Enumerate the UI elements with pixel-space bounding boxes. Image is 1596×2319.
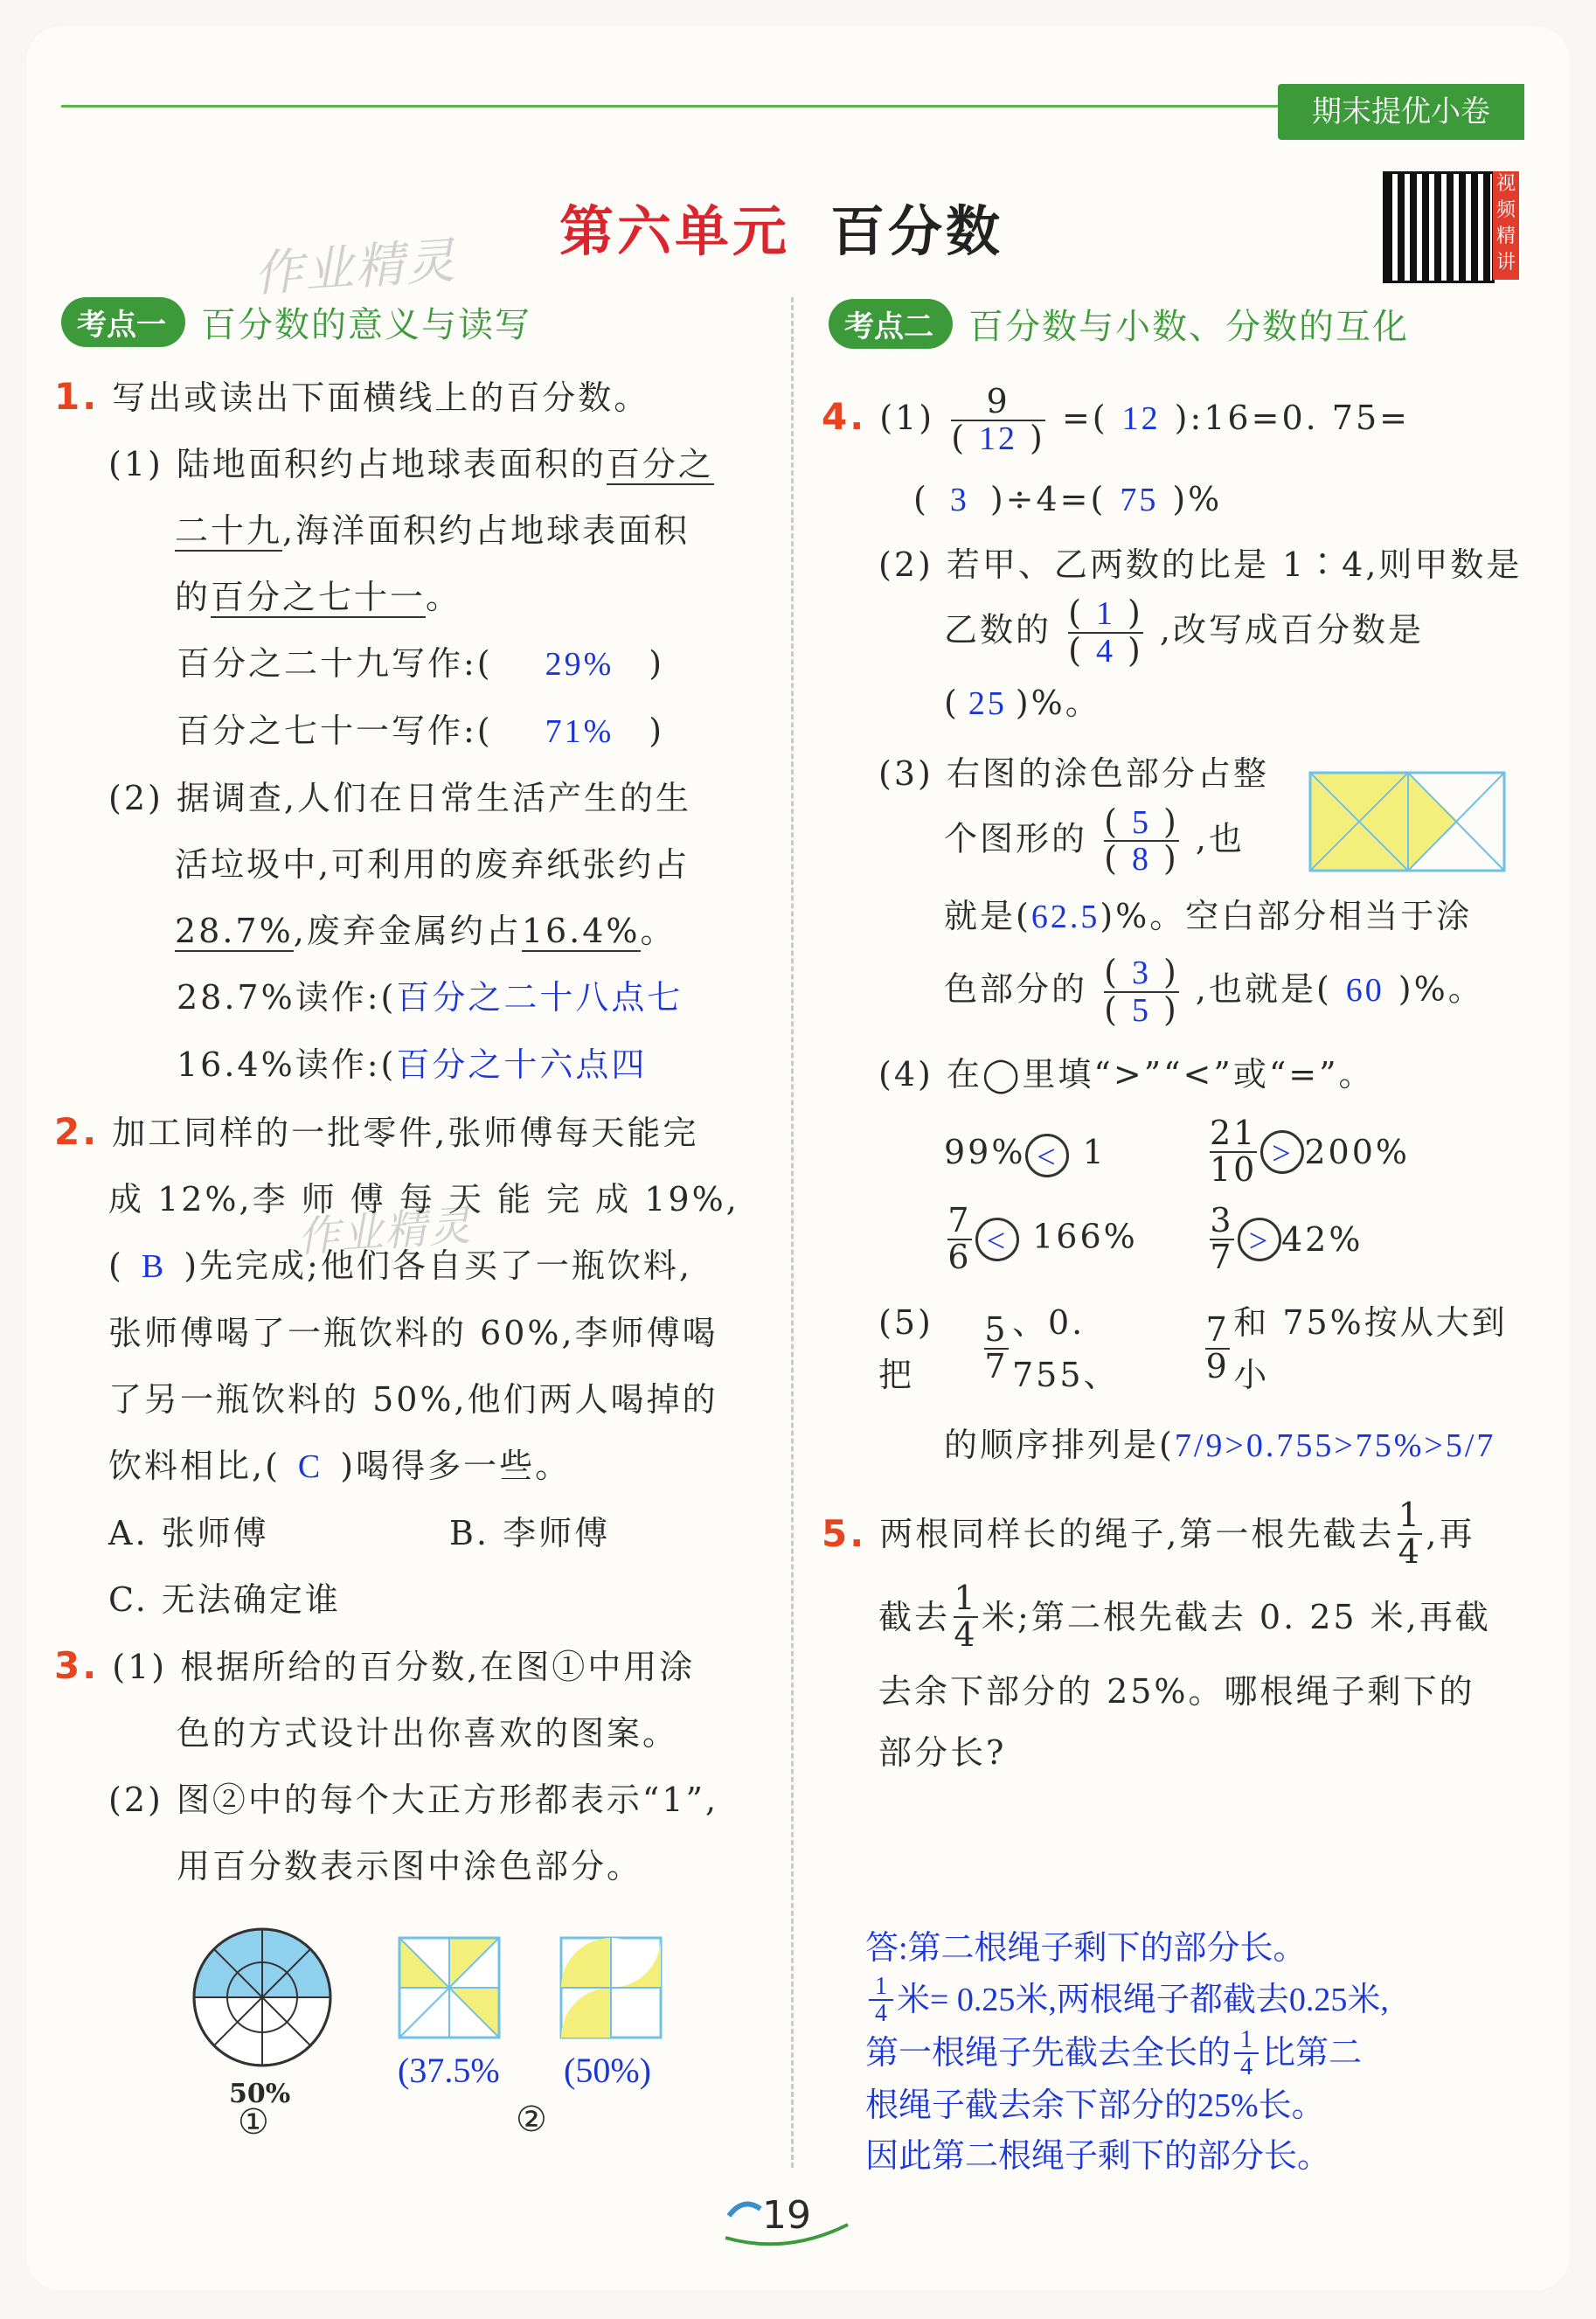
right-column — [822, 382, 1538, 1779]
q5-line-2b: 米;第二根先截去 0. 25 米,再截 — [982, 1598, 1491, 1637]
q4-number: 4. — [822, 394, 867, 438]
q5-line-1: 两根同样长的绳子,第一根先截去 — [879, 1514, 1395, 1553]
q4-p1-pct: )% — [1172, 479, 1223, 518]
q5-answer-3a: 第一根绳子先截去全长的 — [865, 2035, 1232, 2073]
q1-underline-4: 28.7% — [175, 912, 294, 950]
kaodian-1-badge: 考点一 — [61, 297, 185, 347]
q4-f3-num: 5 — [1131, 803, 1151, 841]
q4-part5 — [822, 1296, 1538, 1401]
q5-answer-block — [865, 1923, 1389, 2182]
compare-4-num: 3 — [1210, 1200, 1234, 1239]
q5-line-4: 部分长? — [878, 1733, 1007, 1773]
kaodian-2 — [829, 299, 1409, 348]
q1-p1-text3: 的 — [175, 578, 212, 616]
q4-answer-1: 12 — [1121, 399, 1161, 437]
q1-close: ) — [649, 644, 665, 683]
q4-part1-line2 — [822, 473, 1538, 526]
q1-write-1 — [54, 630, 762, 698]
q5-f2-num: 1 — [954, 1579, 978, 1618]
figure-2a-square[interactable] — [398, 1936, 501, 2039]
q4-part2-line3 — [822, 677, 1538, 730]
q5-fraction-2 — [954, 1581, 978, 1653]
q5 — [822, 1495, 1538, 1571]
q4-part3-line4 — [822, 955, 1538, 1029]
q3-number: 3. — [54, 1644, 100, 1687]
q5-answer-4: 根绳子截去余下部分的25%长。 — [865, 2086, 1325, 2124]
q1-p1-end: 。 — [426, 578, 462, 616]
kaodian-1-text: 百分数的意义与读写 — [201, 304, 531, 345]
compare-4-fraction — [1210, 1200, 1234, 1276]
q4-p1-text: ):16=0. 75= — [1174, 398, 1410, 437]
q4-p2-line1: (2) 若甲、乙两数的比是 1∶4,则甲数是 — [878, 545, 1523, 584]
q4-p3-text: 个图形的 — [944, 818, 1088, 857]
q3 — [54, 1633, 762, 1899]
q4-f2-den: 4 — [1095, 632, 1115, 670]
q2-line-1: 加工同样的一批零件,张师傅每天能完 — [112, 1114, 699, 1152]
q4-f4-den: 5 — [1131, 992, 1151, 1030]
q4-rectangle-figure[interactable] — [1307, 769, 1508, 874]
q4-compare-row2 — [822, 1200, 1538, 1276]
q2-option-b: B. 李师傅 — [449, 1514, 611, 1552]
q1-answer-4: 百分之十六点四 — [396, 1047, 648, 1084]
q1-underline-2: 二十九 — [175, 511, 283, 550]
kaodian-2-text: 百分数与小数、分数的互化 — [968, 306, 1409, 347]
q4-p5-text2: 、0. 755、 — [1011, 1302, 1120, 1394]
compare-1-circle[interactable]: < — [1025, 1134, 1069, 1177]
q5-ans-f-num: 1 — [875, 1973, 887, 2000]
q4-compare-row1 — [822, 1116, 1538, 1188]
q4-f6-num: 7 — [1205, 1309, 1230, 1349]
q3-line-1: (1) 根据所给的百分数,在图①中用涂 — [112, 1648, 696, 1686]
q2-option-c: C. 无法确定谁 — [108, 1580, 341, 1619]
q4-p4-text: (4) 在◯里填“>”“<”或“=”。 — [878, 1055, 1375, 1094]
q5-f2-den: 4 — [954, 1615, 978, 1655]
q1-text: 写出或读出下面横线上的百分数。 — [112, 378, 650, 417]
compare-3-den: 6 — [947, 1237, 972, 1276]
figure-2b-answer: (50%) — [564, 2051, 651, 2090]
q4-f5-num: 5 — [984, 1309, 1009, 1349]
compare-4-right: 42% — [1281, 1219, 1364, 1259]
q1-close: ) — [649, 712, 665, 750]
q4-fraction-2: $\frac{( 1 )}{( 4 )}$ — [1068, 593, 1143, 670]
compare-3-circle[interactable]: < — [975, 1218, 1019, 1261]
page-title — [559, 188, 1003, 266]
q1-read-1-label: 28.7%读作:( — [177, 978, 397, 1017]
compare-3-fraction — [947, 1200, 972, 1276]
q4-fraction-5 — [984, 1309, 1009, 1385]
kaodian-1 — [61, 297, 531, 346]
q1-part2 — [54, 765, 762, 964]
q4-part5-line2 — [822, 1419, 1538, 1472]
q5-f-num: 1 — [1398, 1495, 1422, 1534]
q5-line4 — [822, 1726, 1538, 1779]
q1-underline-5: 16.4% — [521, 912, 641, 950]
q3-line-3: (2) 图②中的每个大正方形都表示“1”, — [108, 1781, 719, 1819]
q5-answer-fraction-2 — [1234, 2027, 1259, 2080]
q4-p3-line1: (3) 右图的涂色部分占整 — [878, 753, 1269, 793]
q4-p1-text2: )÷4=( — [989, 479, 1107, 518]
q1-stem — [54, 364, 762, 431]
q3-line-4: 用百分数表示图中涂色部分。 — [177, 1847, 643, 1885]
compare-2-circle[interactable]: > — [1260, 1130, 1304, 1174]
q4-paren2: ( — [944, 683, 960, 722]
q4-fraction-1: $\frac{9}{( 12 )}$ — [951, 382, 1045, 457]
q1-part1 — [54, 431, 762, 630]
q1-p2-text1: (2) 据调查,人们在日常生活产生的生 — [108, 779, 691, 817]
q1-p1-text2: ,海洋面积约占地球表面积 — [282, 511, 690, 550]
q5-answer-2: 米= 0.25米,两根绳子都截去0.25米, — [897, 1982, 1389, 2019]
q4-f3-den: 8 — [1131, 841, 1151, 878]
q1-p2-text3: ,废弃金属约占 — [293, 912, 522, 950]
compare-2-den: 10 — [1210, 1150, 1258, 1190]
q4-p2-end: )%。 — [1015, 683, 1101, 722]
q4-answer-6: 60 — [1345, 971, 1384, 1009]
compare-4-den: 7 — [1210, 1237, 1234, 1276]
q4-p5-text3: 和 75%按从大到小 — [1233, 1302, 1508, 1394]
q1-read-2-label: 16.4%读作:( — [177, 1045, 397, 1084]
q5-ans-f-den: 4 — [875, 2000, 887, 2028]
q4-f1-den: 12 — [979, 420, 1018, 457]
q4-p3-end: )%。 — [1398, 969, 1484, 1009]
q4-p3-text2: ,也 — [1195, 818, 1245, 857]
q4-part3-line3 — [822, 890, 1538, 943]
figure-2-number: ② — [516, 2100, 547, 2140]
q5-line3 — [822, 1665, 1538, 1718]
header-tag: 期末提优小卷 — [1278, 84, 1524, 140]
q4-p3-text4: )%。空白部分相当于涂 — [1100, 897, 1473, 936]
compare-1-right: 1 — [1082, 1133, 1107, 1172]
q5-line-2a: 截去 — [878, 1598, 951, 1637]
q4-answer-3: 75 — [1120, 481, 1159, 518]
q1-p2-end: 。 — [640, 912, 677, 950]
q1-read-2 — [54, 1031, 762, 1099]
q4-fraction-3: $\frac{( 5 )}{( 8 )}$ — [1104, 802, 1179, 878]
compare-1-left: 99% — [944, 1133, 1026, 1172]
q1-write-2 — [54, 698, 762, 765]
q5-answer-5: 因此第二根绳子剩下的部分长。 — [865, 2137, 1331, 2175]
unit-label: 第六单元 — [559, 199, 791, 263]
q5-answer-3b: 比第二 — [1262, 2035, 1363, 2073]
q1-write-2-label: 百分之七十一写作:( — [177, 712, 493, 750]
figure-2a-answer: (37.5% — [398, 2051, 500, 2090]
q1-underline-3: 百分之七十一 — [211, 578, 427, 616]
q1-answer-2: 71% — [545, 713, 614, 750]
q4-part2 — [822, 538, 1538, 591]
q2-option-a: A. 张师傅 — [108, 1514, 269, 1552]
compare-4-circle[interactable]: > — [1238, 1218, 1281, 1261]
q2-line-3: )先完成;他们各自买了一瓶饮料, — [184, 1246, 692, 1285]
topic-label: 百分数 — [830, 199, 1004, 263]
q2-answer-2: C — [297, 1448, 323, 1485]
q4-f4-num: 3 — [1131, 955, 1151, 992]
q4-part1 — [822, 382, 1538, 457]
q4-part4 — [822, 1048, 1538, 1100]
q2 — [54, 1099, 762, 1633]
q3-line-2: 色的方式设计出你喜欢的图案。 — [177, 1714, 679, 1753]
column-divider — [791, 297, 794, 2168]
q4-p1-label: (1) — [879, 398, 935, 437]
q1-answer-3: 百分之二十八点七 — [396, 980, 684, 1017]
q5-line2 — [822, 1581, 1538, 1653]
q1-answer-1: 29% — [545, 646, 614, 683]
compare-2-num: 21 — [1210, 1114, 1258, 1153]
q5-ans-f2-num: 1 — [1240, 2025, 1253, 2053]
q5-answer-3-row — [865, 2027, 1389, 2080]
q2-line-4: 张师傅喝了一瓶饮料的 60%,李师傅喝 — [108, 1314, 718, 1352]
figure-1-number: ① — [238, 2102, 269, 2142]
qr-code-icon[interactable] — [1383, 171, 1495, 283]
q5-answer-1: 答:第二根绳子剩下的部分长。 — [865, 1930, 1307, 1967]
q5-number: 5. — [822, 1511, 867, 1555]
q5-answer-2-row — [865, 1974, 1389, 2027]
q4-p1-eq: =( — [1061, 398, 1108, 437]
watermark: 作业精灵 — [295, 1201, 475, 1262]
q2-paren: ( — [108, 1246, 124, 1285]
q5-fraction — [1398, 1495, 1422, 1571]
q2-line-6: 饮料相比,( — [108, 1447, 281, 1485]
q2-answer-1: B — [141, 1248, 167, 1285]
q4-paren: ( — [913, 479, 929, 518]
compare-3-right: 166% — [1032, 1217, 1138, 1256]
figure-2b-square[interactable] — [559, 1936, 663, 2039]
q4-f2-num: 1 — [1095, 594, 1115, 632]
q4-f6-den: 9 — [1205, 1346, 1230, 1385]
q4-answer-7: 7/9>0.755>75%>5/7 — [1174, 1427, 1496, 1464]
q2-number: 2. — [54, 1110, 100, 1153]
figure-1-label: 50% — [229, 2079, 291, 2109]
q1-p2-text2: 活垃圾中,可利用的废弃纸张约占 — [175, 845, 690, 884]
qr-label: 视频精讲 — [1493, 171, 1519, 280]
q5-answer-fraction — [869, 1974, 893, 2027]
q4-p5-text4: 的顺序排列是( — [944, 1425, 1175, 1464]
q4-fraction-4: $\frac{( 3 )}{( 5 )}$ — [1104, 953, 1179, 1030]
compare-2-fraction — [1210, 1116, 1257, 1188]
q2-line-2: 成 12%,李 师 傅 每 天 能 完 成 19%, — [108, 1180, 739, 1219]
q4-p2-text2: ,改写成百分数是 — [1159, 610, 1424, 649]
q4-answer-4: 25 — [968, 684, 1007, 722]
q4-p3-text3: 就是( — [944, 897, 1031, 936]
q1-read-1 — [54, 964, 762, 1031]
q2-line-5: 了另一瓶饮料的 50%,他们两人喝掉的 — [108, 1380, 718, 1419]
compare-2-right: 200% — [1304, 1133, 1410, 1172]
q4-p2-text: 乙数的 — [944, 610, 1052, 649]
q1-number: 1. — [54, 375, 100, 418]
q2-line-6b: )喝得多一些。 — [340, 1447, 572, 1485]
q5-f-den: 4 — [1398, 1531, 1422, 1571]
q4-p3-text6: ,也就是( — [1195, 969, 1332, 1009]
watermark: 作业精灵 — [252, 232, 459, 304]
compare-3-num: 7 — [947, 1200, 972, 1239]
q4-answer-5: 62.5 — [1030, 899, 1100, 936]
left-column — [54, 364, 762, 1899]
q4-fraction-6 — [1205, 1309, 1230, 1385]
q5-line-3: 去余下部分的 25%。哪根绳子剩下的 — [878, 1672, 1475, 1711]
q1-write-1-label: 百分之二十九写作:( — [177, 644, 493, 683]
q1-p1-text: (1) 陆地面积约占地球表面积的 — [108, 445, 607, 483]
q5-ans-f2-den: 4 — [1240, 2053, 1253, 2081]
q4-f5-den: 7 — [984, 1346, 1009, 1385]
q4-f1-num: 9 — [986, 382, 1010, 420]
q5-line-1b: ,再 — [1426, 1514, 1475, 1553]
figure-1-circle[interactable] — [184, 1919, 341, 2076]
q4-answer-2: 3 — [949, 481, 969, 518]
q4-part2-line2 — [822, 593, 1538, 670]
q4-p3-text5: 色部分的 — [944, 969, 1088, 1009]
page-number: 19 — [762, 2193, 811, 2238]
q1-underline-1: 百分之 — [606, 445, 714, 483]
header-rule — [61, 105, 1285, 108]
q4-p5-text: (5) 把 — [878, 1302, 933, 1394]
kaodian-2-badge: 考点二 — [829, 299, 953, 349]
